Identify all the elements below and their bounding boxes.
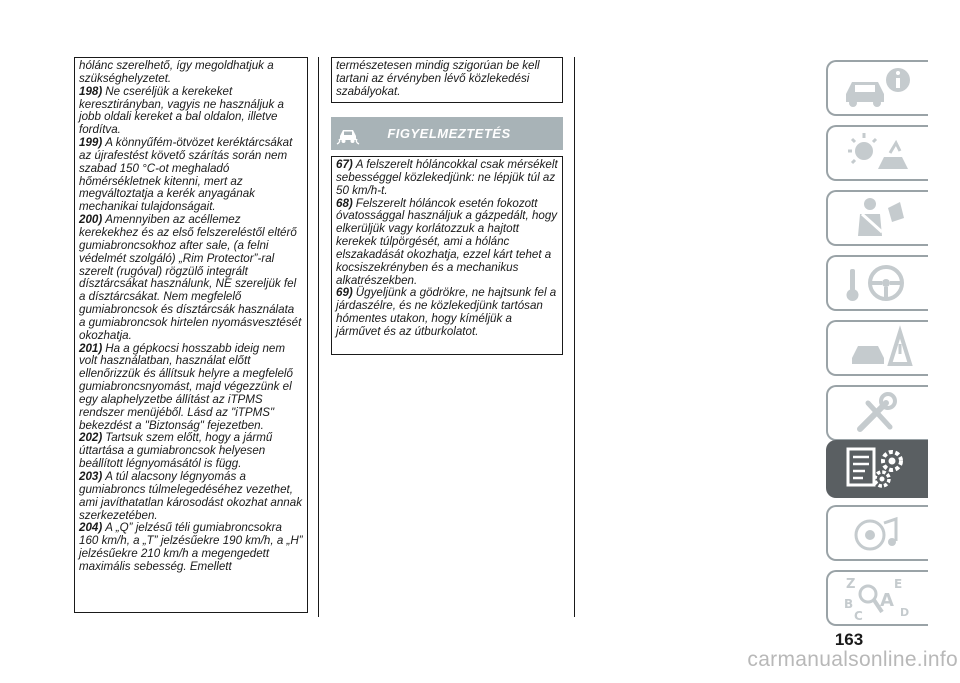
index-letters-icon <box>838 574 918 622</box>
wrench-tools-icon <box>838 389 918 437</box>
note-201: 201) Ha a gépkocsi hosszabb ideig nem volt használatban, használat előtt ellenőrizzük és állítsuk helyre a megfelelő gumiabroncsnyomást, majd végezzünk el egy alaphelyzetbe állítást az iTPMS rendszer menüjéből. Lásd az "iTPMS" bekezdést a "Biztonság" fejezetben. <box>79 341 293 432</box>
left-text-column <box>74 57 308 613</box>
svg-text:D: D <box>900 606 910 619</box>
paragraph-continuation: hólánc szerelhető, így megoldhatjuk a szükséghelyzetet. <box>79 59 274 85</box>
svg-text:Z: Z <box>846 577 856 592</box>
note-200: 200) Amennyiben az acéllemez kerekekhez és az első felszereléstől eltérő gumiabroncsokhoz after sale, (a felni védelmét szolgáló) „Rim Protector”-ral szerelt (rugóval) rögzülő integrált dísztárcsákat használunk, NE szereljük fel a dísztárcsákat. Nem megfelelő gumiabroncsok és dísztárcsák használata a gumiabroncsok hirtelen nyomásvesztését okozhatja. <box>79 213 302 342</box>
car-skid-warning-icon <box>331 117 365 150</box>
warning-box <box>331 156 563 355</box>
tab-maintenance[interactable] <box>826 385 928 441</box>
tab-technical-data[interactable] <box>826 440 928 498</box>
right-text-column <box>331 57 563 103</box>
seatbelt-safety-icon <box>838 194 918 242</box>
warning-triangle-icon <box>838 324 918 372</box>
svg-text:C: C <box>854 609 863 622</box>
watermark: carmanualsonline.info <box>747 648 958 671</box>
tab-multimedia[interactable] <box>826 505 928 561</box>
dashboard-lights-icon <box>838 129 918 177</box>
svg-text:A: A <box>880 590 894 611</box>
warning-item-69: 69) Ügyeljünk a gödrökre, ne hajtsunk fel a járdaszélre, és ne közlekedjünk tartósan hómentes utakon, hogy kíméljük a járművet és az útburkolatot. <box>336 286 557 338</box>
note-199: 199) A könnyűfém-ötvözet keréktárcsákat az újrafestést követő szárítás során nem szabad 150 °C-ot meghaladó hőmérsékletnek kitenni, mert az megváltoztatja a kerék anyagának mechanikai tulajdonságait. <box>79 136 293 214</box>
column-divider <box>318 57 319 617</box>
warning-item-67: 67) A felszerelt hóláncokkal csak mérsékelt sebességgel közlekedjünk: ne lépjük túl az 50 km/h-t. <box>336 158 558 197</box>
svg-text:B: B <box>844 597 854 611</box>
tab-safety[interactable] <box>826 190 928 246</box>
tab-dashboard[interactable] <box>826 125 928 181</box>
column-divider-right <box>574 57 575 617</box>
car-info-icon <box>838 64 918 112</box>
warning-title: FIGYELMEZTETÉS <box>387 126 511 141</box>
note-202: 202) Tartsuk szem előtt, hogy a jármű úttartása a gumiabroncsok helyesen beállított légnyomásától is függ. <box>79 431 273 471</box>
warning-header <box>331 117 563 150</box>
steering-wheel-key-icon <box>838 259 918 307</box>
note-204: 204) A „Q” jelzésű téli gumiabroncsokra 160 km/h, a „T” jelzésűekre 190 km/h, a „H” jelzésűekre 210 km/h a megengedett maximális sebesség. Emellett <box>79 521 303 573</box>
technical-data-gears-icon <box>838 445 918 493</box>
note-203: 203) A túl alacsony légnyomás a gumiabroncs túlmelegedéséhez vezethet, ami javíthatatlan károsodást okozhat annak szerkezetében. <box>79 470 302 522</box>
note-198: 198) Ne cseréljük a kerekeket keresztirányban, vagyis ne használjuk a jobb oldali kereket a bal oldalon, illetve fordítva. <box>79 84 284 137</box>
tab-index[interactable] <box>826 570 928 626</box>
tab-starting-driving[interactable] <box>826 255 928 311</box>
warning-item-68: 68) Felszerelt hóláncok esetén fokozott óvatossággal használjuk a gázpedált, hogy elkerüljük vagy korlátozzuk a hajtott kerekek túlpörgését, ami a hólánc elszakadását okozhatja, ezzel kárt tehet a kocsiszekrényben és a mechanikus alkatrészekben. <box>336 196 558 287</box>
paragraph-continuation-right: természetesen mindig szigorúan be kell tartani az érvényben lévő közlekedési szabályokat. <box>336 59 540 98</box>
tab-emergency[interactable] <box>826 320 928 376</box>
multimedia-icon <box>838 509 918 557</box>
svg-text:E: E <box>894 577 903 591</box>
page-number: 163 <box>834 630 864 649</box>
tab-car-info[interactable] <box>826 60 928 116</box>
